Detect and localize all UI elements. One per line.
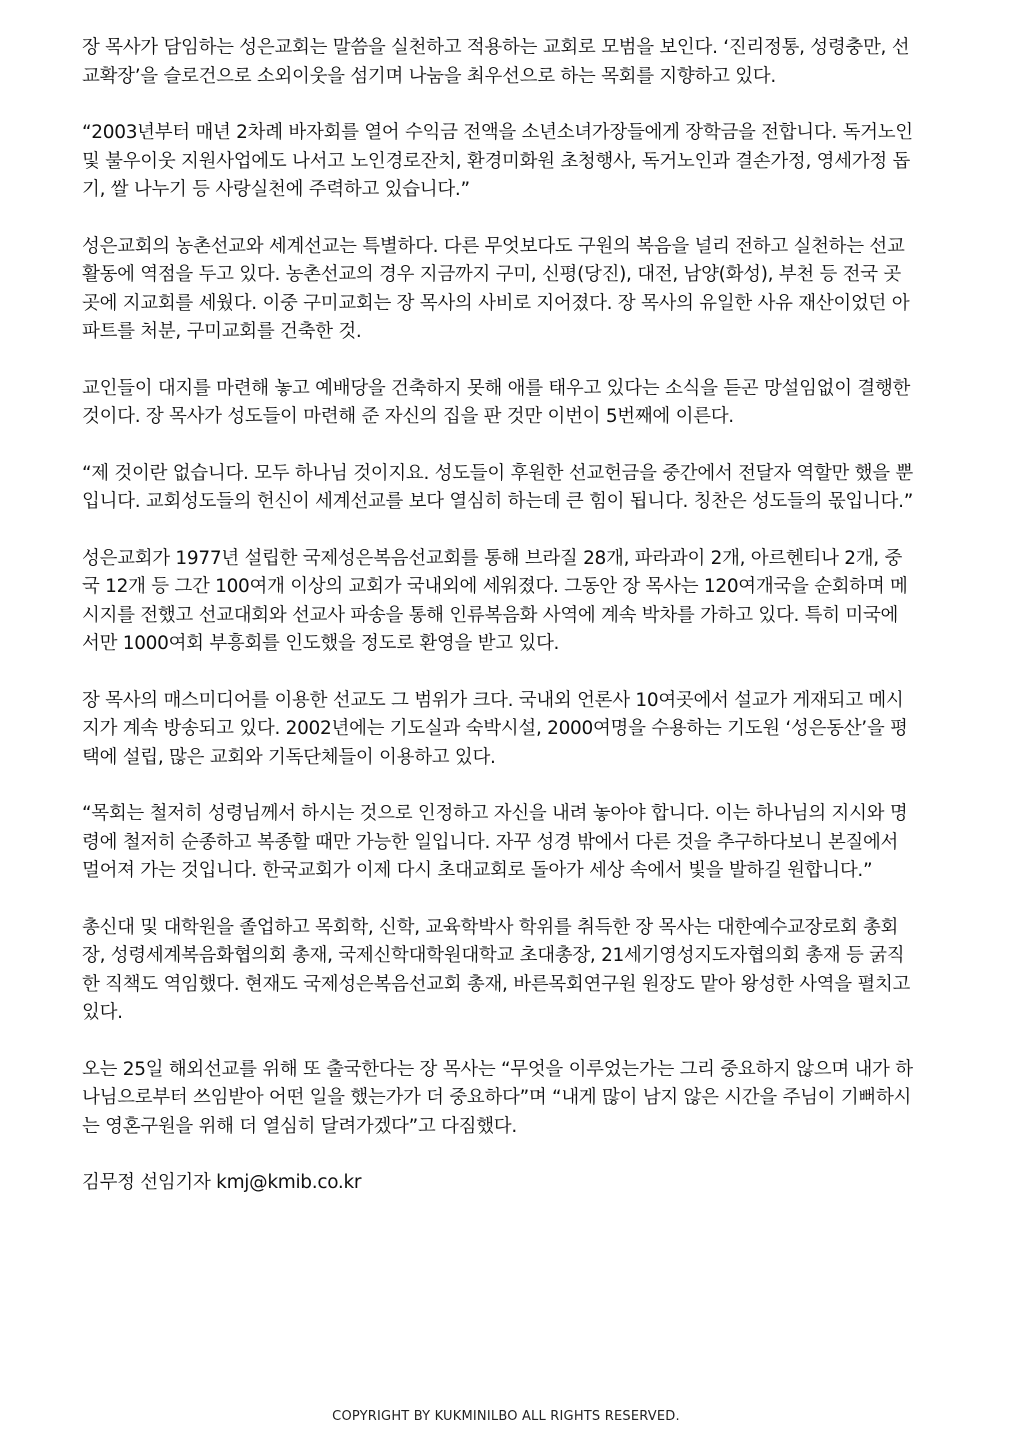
article-body: [82, 34, 914, 1198]
article-paragraph: 오는 25일 해외선교를 위해 또 출국한다는 장 목사는 “무엇을 이루었는가는 그리 중요하지 않으며 내가 하나님으로부터 쓰임받아 어떤 일을 했는가가 더 중요하다”며 “내게 많이 남지 않은 시간을 주님이 기뻐하시는 영혼구원을 위해 더 열심히 달려가겠다”고 다짐했다.: [82, 1058, 913, 1137]
article-paragraph: 장 목사의 매스미디어를 이용한 선교도 그 범위가 크다. 국내외 언론사 10여곳에서 설교가 게재되고 메시지가 계속 방송되고 있다. 2002년에는 기도실과 숙박시설, 2000여명을 수용하는 기도원 ‘성은동산’을 평택에 설립, 많은 교회와 기독단체들이 이용하고 있다.: [82, 689, 908, 768]
copyright-footer: COPYRIGHT BY KUKMINILBO ALL RIGHTS RESERVED.: [332, 1409, 680, 1424]
article-paragraph: 교인들이 대지를 마련해 놓고 예배당을 건축하지 못해 애를 태우고 있다는 소식을 듣곤 망설임없이 결행한 것이다. 장 목사가 성도들이 마련해 준 자신의 집을 판 것만 이번이 5번째에 이른다.: [82, 377, 911, 427]
article-paragraph: “목회는 철저히 성령님께서 하시는 것으로 인정하고 자신을 내려 놓아야 합니다. 이는 하나님의 지시와 명령에 철저히 순종하고 복종할 때만 가능한 일입니다. 자꾸 성경 밖에서 다른 것을 추구하다보니 본질에서 멀어져 가는 것입니다. 한국교회가 이제 다시 초대교회로 돌아가 세상 속에서 빛을 발하길 원합니다.”: [82, 803, 908, 881]
article-paragraph: 성은교회의 농촌선교와 세계선교는 특별하다. 다른 무엇보다도 구원의 복음을 널리 전하고 실천하는 선교활동에 역점을 두고 있다. 농촌선교의 경우 지금까지 구미, 신평(당진), 대전, 남양(화성), 부천 등 전국 곳곳에 지교회를 세웠다. 이중 구미교회는 장 목사의 사비로 지어졌다. 장 목사의 유일한 사유 재산이었던 아파트를 처분, 구미교회를 건축한 것.: [82, 235, 910, 342]
article-paragraph: 총신대 및 대학원을 졸업하고 목회학, 신학, 교육학박사 학위를 취득한 장 목사는 대한예수교장로회 총회장, 성령세계복음화협의회 총재, 국제신학대학원대학교 초대총장, 21세기영성지도자협의회 총재 등 굵직한 직책도 역임했다. 현재도 국제성은복음선교회 총재, 바른목회연구원 원장도 맡아 왕성한 사역을 펼치고 있다.: [82, 916, 911, 1023]
article-paragraph: 장 목사가 담임하는 성은교회는 말씀을 실천하고 적용하는 교회로 모범을 보인다. ‘진리정통, 성령충만, 선교확장’을 슬로건으로 소외이웃을 섬기며 나눔을 최우선으로 하는 목회를 지향하고 있다.: [82, 37, 910, 87]
article-paragraph: “2003년부터 매년 2차례 바자회를 열어 수익금 전액을 소년소녀가장들에게 장학금을 전합니다. 독거노인 및 불우이웃 지원사업에도 나서고 노인경로잔치, 환경미화원 초청행사, 독거노인과 결손가정, 영세가정 돕기, 쌀 나누기 등 사랑실천에 주력하고 있습니다.”: [82, 122, 913, 200]
article-paragraph: 성은교회가 1977년 설립한 국제성은복음선교회를 통해 브라질 28개, 파라과이 2개, 아르헨티나 2개, 중국 12개 등 그간 100여개 이상의 교회가 국내외에 세워졌다. 그동안 장 목사는 120여개국을 순회하며 메시지를 전했고 선교대회와 선교사 파송을 통해 인류복음화 사역에 계속 박차를 가하고 있다. 특히 미국에서만 1000여회 부흥회를 인도했을 정도로 환영을 받고 있다.: [82, 547, 908, 654]
byline: 김무정 선임기자 kmj@kmib.co.kr: [82, 1172, 362, 1193]
article-paragraph: “제 것이란 없습니다. 모두 하나님 것이지요. 성도들이 후원한 선교헌금을 중간에서 전달자 역할만 했을 뿐입니다. 교회성도들의 헌신이 세계선교를 보다 열심히 하는데 큰 힘이 됩니다. 칭찬은 성도들의 몫입니다.”: [82, 462, 913, 512]
